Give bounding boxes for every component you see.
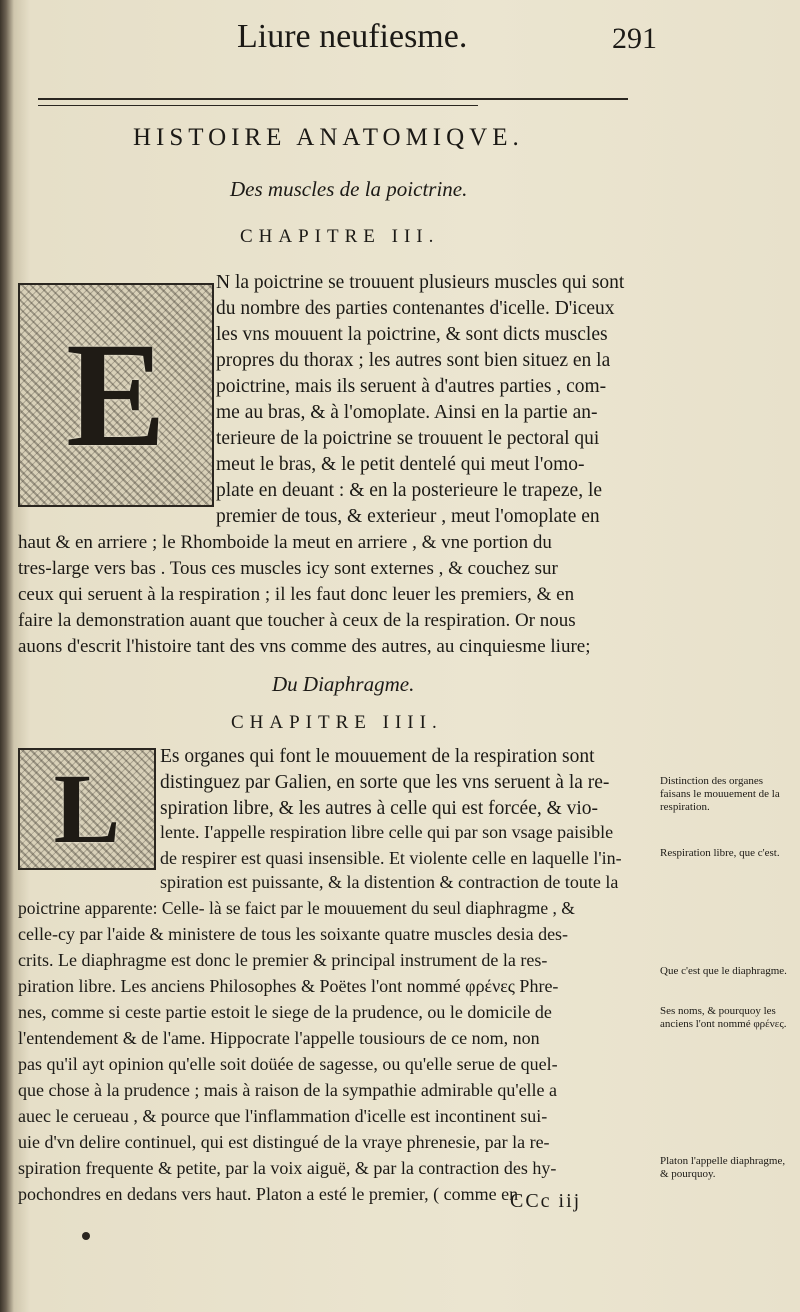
text-line: nes, comme si ceste partie estoit le siege de la prudence, ou le domicile de [18, 1002, 552, 1022]
margin-note: Distinction des organes faisans le mouuement de la respiration. [660, 775, 780, 813]
text-line: distinguez par Galien, en sorte que les vns seruent à la re- [160, 772, 610, 793]
margin-note: Que c'est que le diaphragme. [660, 965, 787, 977]
text-line: auec le cerueau , & pource que l'inflammation d'icelle est incontinent sui- [18, 1106, 548, 1126]
text-line: du nombre des parties contenantes d'icelle. D'iceux [216, 298, 615, 319]
drop-cap-ornament-2 [18, 748, 156, 870]
text-line: ceux qui seruent à la respiration ; il les faut donc leuer les premiers, & en [18, 584, 575, 605]
running-head [0, 14, 800, 64]
text-line: pochondres en dedans vers haut. Platon a esté le premier, ( comme en [18, 1184, 519, 1204]
section-heading: HISTOIRE ANATOMIQVE. [133, 124, 524, 151]
text-line: terieure de la poictrine se trouuent le pectoral qui [216, 428, 600, 449]
text-line: poictrine, mais ils seruent à d'autres parties , com- [216, 376, 607, 397]
margin-note: Respiration libre, que c'est. [660, 847, 780, 859]
text-line: spiration est puissante, & la distention & contraction de toute la [160, 872, 619, 892]
text-line: me au bras, & à l'omoplate. Ainsi en la partie an- [216, 402, 598, 423]
text-line: spiration libre, & les autres à celle qui est forcée, & vio- [160, 798, 599, 819]
text-line: spiration frequente & petite, par la voix aiguë, & par la contraction des hy- [18, 1158, 557, 1178]
margin-note: Ses noms, & pourquoy les anciens l'ont nommé φρένες. [660, 1005, 787, 1030]
drop-cap-letter-2: L [53, 753, 121, 864]
drop-cap-ornament [18, 283, 214, 507]
subtitle-diaphragm: Du Diaphragme. [272, 672, 415, 696]
subtitle-muscles: Des muscles de la poictrine. [230, 177, 468, 201]
text-line: celle-cy par l'aide & ministere de tous les soixante quatre muscles desia des- [18, 924, 569, 944]
text-line: faire la demonstration auant que toucher à ceux de la respiration. Or nous [18, 610, 576, 631]
margin-note: Platon l'appelle diaphragme, & pourquoy. [660, 1155, 786, 1180]
signature-mark: CCc iij [510, 1190, 582, 1212]
drop-cap-letter: E [65, 312, 167, 478]
text-line: pas qu'il ayt opinion qu'elle soit doüée de sagesse, ou qu'elle serue de quel- [18, 1054, 558, 1074]
page-number: 291 [612, 22, 657, 55]
running-title: Liure neufiesme. [237, 18, 468, 55]
text-line: premier de tous, & exterieur , meut l'omoplate en [216, 506, 600, 527]
text-line: haut & en arriere ; le Rhomboide la meut en arriere , & vne portion du [18, 532, 552, 553]
text-line: Es organes qui font le mouuement de la respiration sont [160, 746, 595, 767]
text-line: les vns mouuent la poictrine, & sont dicts muscles [216, 324, 608, 345]
text-line: auons d'escrit l'histoire tant des vns comme des autres, au cinquiesme liure; [18, 636, 591, 657]
text-line: poictrine apparente: Celle- là se faict par le mouuement du seul diaphragme , & [18, 898, 575, 918]
text-line: tres-large vers bas . Tous ces muscles icy sont externes , & couchez sur [18, 558, 558, 579]
text-line: uie d'vn delire continuel, qui est distingué de la vraye phrenesie, par la re- [18, 1132, 550, 1152]
header-rule [38, 98, 628, 100]
text-line: que chose à la prudence ; mais à raison de la sympathie admirable qu'elle a [18, 1080, 558, 1100]
text-line: lente. I'appelle respiration libre celle qui par son vsage paisible [160, 822, 614, 842]
ink-spot [82, 1232, 90, 1240]
text-line: propres du thorax ; les autres sont bien situez en la [216, 350, 611, 371]
text-line: de respirer est quasi insensible. Et violente celle en laquelle l'in- [160, 848, 622, 868]
chapter-heading-3: CHAPITRE III. [240, 226, 440, 247]
text-line: l'entendement & de l'ame. Hippocrate l'appelle tousiours de ce nom, non [18, 1028, 540, 1048]
chapter-heading-4: CHAPITRE IIII. [231, 712, 443, 733]
text-line: piration libre. Les anciens Philosophes & Poëtes l'ont nommé φρένες Phre- [18, 976, 559, 996]
text-line: N la poictrine se trouuent plusieurs muscles qui sont [216, 272, 625, 293]
text-line: meut le bras, & le petit dentelé qui meut l'omo- [216, 454, 585, 475]
header-rule-thin [38, 105, 478, 106]
text-line: crits. Le diaphragme est donc le premier & principal instrument de la res- [18, 950, 548, 970]
text-line: plate en deuant : & en la posterieure le trapeze, le [216, 480, 603, 501]
